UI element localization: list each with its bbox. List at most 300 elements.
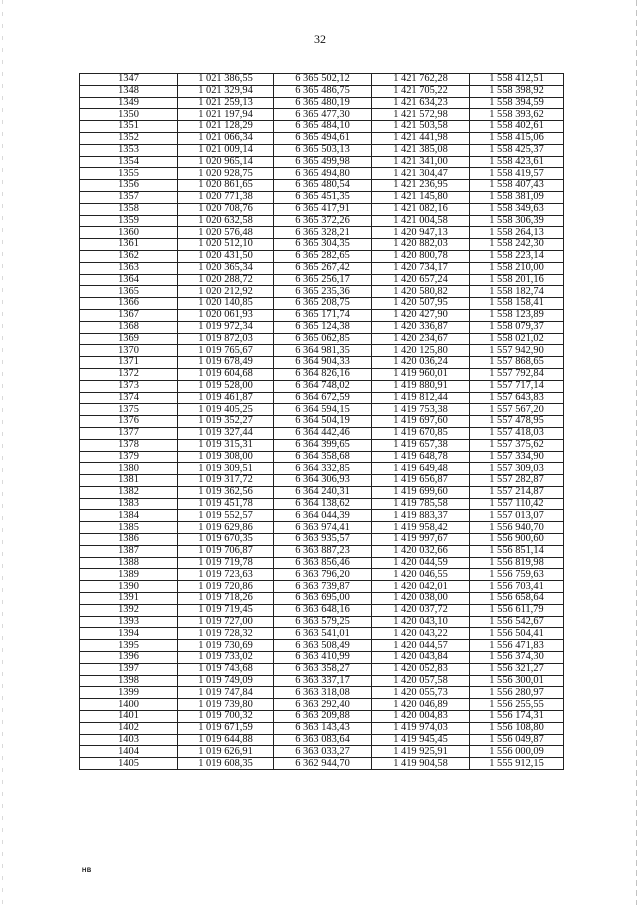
x2-coordinate-cell: 1 420 042,01	[372, 581, 470, 593]
x-coordinate-cell: 1 021 197,94	[178, 109, 274, 121]
point-number-cell: 1393	[80, 616, 178, 628]
y-coordinate-cell: 6 363 541,01	[274, 628, 372, 640]
y-coordinate-cell: 6 365 256,17	[274, 274, 372, 286]
x-coordinate-cell: 1 019 644,88	[178, 734, 274, 746]
y-coordinate-cell: 6 363 358,27	[274, 663, 372, 675]
table-row	[80, 168, 564, 180]
point-number-cell: 1372	[80, 368, 178, 380]
point-number-cell: 1384	[80, 510, 178, 522]
x-coordinate-cell: 1 019 972,34	[178, 321, 274, 333]
y-coordinate-cell: 6 363 648,16	[274, 604, 372, 616]
x-coordinate-cell: 1 019 733,02	[178, 652, 274, 664]
table-row	[80, 652, 564, 664]
footer-code: НВ	[82, 868, 92, 874]
y-coordinate-cell: 6 365 486,75	[274, 85, 372, 97]
table-row	[80, 722, 564, 734]
x-coordinate-cell: 1 019 552,57	[178, 510, 274, 522]
x-coordinate-cell: 1 019 678,49	[178, 357, 274, 369]
y-coordinate-cell: 6 365 417,91	[274, 203, 372, 215]
y2-coordinate-cell: 1 558 210,00	[470, 262, 564, 274]
table-row	[80, 298, 564, 310]
y2-coordinate-cell: 1 557 013,07	[470, 510, 564, 522]
y2-coordinate-cell: 1 555 912,15	[470, 758, 564, 770]
point-number-cell: 1385	[80, 522, 178, 534]
x2-coordinate-cell: 1 419 699,60	[372, 486, 470, 498]
y-coordinate-cell: 6 364 399,65	[274, 439, 372, 451]
y2-coordinate-cell: 1 558 393,62	[470, 109, 564, 121]
y-coordinate-cell: 6 363 579,25	[274, 616, 372, 628]
point-number-cell: 1354	[80, 156, 178, 168]
y-coordinate-cell: 6 365 503,13	[274, 144, 372, 156]
point-number-cell: 1397	[80, 663, 178, 675]
x2-coordinate-cell: 1 420 336,87	[372, 321, 470, 333]
table-row	[80, 510, 564, 522]
x2-coordinate-cell: 1 421 634,23	[372, 97, 470, 109]
x2-coordinate-cell: 1 420 234,67	[372, 333, 470, 345]
x-coordinate-cell: 1 019 461,87	[178, 392, 274, 404]
y2-coordinate-cell: 1 556 174,31	[470, 711, 564, 723]
y-coordinate-cell: 6 365 477,30	[274, 109, 372, 121]
y-coordinate-cell: 6 365 208,75	[274, 298, 372, 310]
y2-coordinate-cell: 1 558 425,37	[470, 144, 564, 156]
x-coordinate-cell: 1 019 317,72	[178, 475, 274, 487]
y2-coordinate-cell: 1 557 792,84	[470, 368, 564, 380]
y2-coordinate-cell: 1 556 374,30	[470, 652, 564, 664]
x2-coordinate-cell: 1 419 880,91	[372, 380, 470, 392]
table-row	[80, 451, 564, 463]
x2-coordinate-cell: 1 421 082,16	[372, 203, 470, 215]
table-row	[80, 545, 564, 557]
x-coordinate-cell: 1 020 212,92	[178, 286, 274, 298]
x-coordinate-cell: 1 019 739,80	[178, 699, 274, 711]
x-coordinate-cell: 1 021 386,55	[178, 74, 274, 86]
y2-coordinate-cell: 1 558 306,39	[470, 215, 564, 227]
point-number-cell: 1350	[80, 109, 178, 121]
table-row	[80, 569, 564, 581]
x-coordinate-cell: 1 021 066,34	[178, 132, 274, 144]
x-coordinate-cell: 1 019 528,00	[178, 380, 274, 392]
x-coordinate-cell: 1 019 308,00	[178, 451, 274, 463]
point-number-cell: 1365	[80, 286, 178, 298]
y-coordinate-cell: 6 364 748,02	[274, 380, 372, 392]
table-row	[80, 734, 564, 746]
table-row	[80, 640, 564, 652]
y-coordinate-cell: 6 365 328,21	[274, 227, 372, 239]
y2-coordinate-cell: 1 558 423,61	[470, 156, 564, 168]
x-coordinate-cell: 1 019 749,09	[178, 675, 274, 687]
x2-coordinate-cell: 1 420 055,73	[372, 687, 470, 699]
y-coordinate-cell: 6 364 240,31	[274, 486, 372, 498]
y2-coordinate-cell: 1 558 201,16	[470, 274, 564, 286]
x2-coordinate-cell: 1 421 341,00	[372, 156, 470, 168]
point-number-cell: 1369	[80, 333, 178, 345]
table-row	[80, 250, 564, 262]
x-coordinate-cell: 1 021 128,29	[178, 121, 274, 133]
x2-coordinate-cell: 1 419 997,67	[372, 534, 470, 546]
x2-coordinate-cell: 1 420 580,82	[372, 286, 470, 298]
x-coordinate-cell: 1 019 629,86	[178, 522, 274, 534]
y2-coordinate-cell: 1 557 643,83	[470, 392, 564, 404]
y2-coordinate-cell: 1 556 759,63	[470, 569, 564, 581]
y-coordinate-cell: 6 364 594,15	[274, 404, 372, 416]
y2-coordinate-cell: 1 558 407,43	[470, 180, 564, 192]
table-row	[80, 628, 564, 640]
y2-coordinate-cell: 1 558 021,02	[470, 333, 564, 345]
y-coordinate-cell: 6 363 410,99	[274, 652, 372, 664]
point-number-cell: 1364	[80, 274, 178, 286]
x-coordinate-cell: 1 019 671,59	[178, 722, 274, 734]
point-number-cell: 1399	[80, 687, 178, 699]
point-number-cell: 1357	[80, 191, 178, 203]
x-coordinate-cell: 1 021 009,14	[178, 144, 274, 156]
y2-coordinate-cell: 1 558 394,59	[470, 97, 564, 109]
x-coordinate-cell: 1 019 728,32	[178, 628, 274, 640]
table-row	[80, 534, 564, 546]
x2-coordinate-cell: 1 420 800,78	[372, 250, 470, 262]
table-row	[80, 215, 564, 227]
x-coordinate-cell: 1 020 708,76	[178, 203, 274, 215]
y2-coordinate-cell: 1 557 567,20	[470, 404, 564, 416]
x2-coordinate-cell: 1 420 125,80	[372, 345, 470, 357]
table-row	[80, 85, 564, 97]
x2-coordinate-cell: 1 419 657,38	[372, 439, 470, 451]
table-row	[80, 498, 564, 510]
y2-coordinate-cell: 1 557 717,14	[470, 380, 564, 392]
x2-coordinate-cell: 1 420 043,84	[372, 652, 470, 664]
x2-coordinate-cell: 1 421 503,58	[372, 121, 470, 133]
table-row	[80, 227, 564, 239]
point-number-cell: 1374	[80, 392, 178, 404]
table-row	[80, 404, 564, 416]
x2-coordinate-cell: 1 420 036,24	[372, 357, 470, 369]
x-coordinate-cell: 1 021 329,94	[178, 85, 274, 97]
point-number-cell: 1383	[80, 498, 178, 510]
table-row	[80, 463, 564, 475]
y-coordinate-cell: 6 365 124,38	[274, 321, 372, 333]
x-coordinate-cell: 1 019 720,86	[178, 581, 274, 593]
table-row	[80, 663, 564, 675]
table-row	[80, 180, 564, 192]
point-number-cell: 1404	[80, 746, 178, 758]
y-coordinate-cell: 6 363 292,40	[274, 699, 372, 711]
x-coordinate-cell: 1 020 512,10	[178, 239, 274, 251]
point-number-cell: 1379	[80, 451, 178, 463]
table-row	[80, 522, 564, 534]
x-coordinate-cell: 1 020 576,48	[178, 227, 274, 239]
x-coordinate-cell: 1 019 765,67	[178, 345, 274, 357]
x2-coordinate-cell: 1 419 670,85	[372, 427, 470, 439]
y-coordinate-cell: 6 364 981,35	[274, 345, 372, 357]
y-coordinate-cell: 6 364 672,59	[274, 392, 372, 404]
point-number-cell: 1396	[80, 652, 178, 664]
y2-coordinate-cell: 1 556 321,27	[470, 663, 564, 675]
y2-coordinate-cell: 1 558 242,30	[470, 239, 564, 251]
y2-coordinate-cell: 1 558 182,74	[470, 286, 564, 298]
y2-coordinate-cell: 1 557 214,87	[470, 486, 564, 498]
x2-coordinate-cell: 1 421 441,98	[372, 132, 470, 144]
table-row	[80, 486, 564, 498]
x-coordinate-cell: 1 019 706,87	[178, 545, 274, 557]
y-coordinate-cell: 6 364 504,19	[274, 416, 372, 428]
y2-coordinate-cell: 1 557 868,65	[470, 357, 564, 369]
y-coordinate-cell: 6 363 796,20	[274, 569, 372, 581]
table-row	[80, 687, 564, 699]
table-row	[80, 699, 564, 711]
table-row	[80, 109, 564, 121]
x2-coordinate-cell: 1 419 785,58	[372, 498, 470, 510]
x2-coordinate-cell: 1 420 046,89	[372, 699, 470, 711]
y-coordinate-cell: 6 365 484,10	[274, 121, 372, 133]
point-number-cell: 1353	[80, 144, 178, 156]
x-coordinate-cell: 1 019 670,35	[178, 534, 274, 546]
x2-coordinate-cell: 1 419 697,60	[372, 416, 470, 428]
y-coordinate-cell: 6 363 209,88	[274, 711, 372, 723]
point-number-cell: 1403	[80, 734, 178, 746]
point-number-cell: 1376	[80, 416, 178, 428]
y2-coordinate-cell: 1 557 418,03	[470, 427, 564, 439]
table-row	[80, 121, 564, 133]
x-coordinate-cell: 1 019 700,32	[178, 711, 274, 723]
x-coordinate-cell: 1 019 719,78	[178, 557, 274, 569]
x-coordinate-cell: 1 020 928,75	[178, 168, 274, 180]
x-coordinate-cell: 1 020 288,72	[178, 274, 274, 286]
point-number-cell: 1405	[80, 758, 178, 770]
table-row	[80, 132, 564, 144]
table-row	[80, 368, 564, 380]
y-coordinate-cell: 6 363 508,49	[274, 640, 372, 652]
y-coordinate-cell: 6 365 372,26	[274, 215, 372, 227]
y-coordinate-cell: 6 365 171,74	[274, 309, 372, 321]
x2-coordinate-cell: 1 420 046,55	[372, 569, 470, 581]
y-coordinate-cell: 6 365 494,61	[274, 132, 372, 144]
table-row	[80, 274, 564, 286]
point-number-cell: 1360	[80, 227, 178, 239]
point-number-cell: 1349	[80, 97, 178, 109]
table-row	[80, 711, 564, 723]
y2-coordinate-cell: 1 558 412,51	[470, 74, 564, 86]
point-number-cell: 1370	[80, 345, 178, 357]
y-coordinate-cell: 6 364 826,16	[274, 368, 372, 380]
y2-coordinate-cell: 1 556 851,14	[470, 545, 564, 557]
x-coordinate-cell: 1 019 315,31	[178, 439, 274, 451]
y2-coordinate-cell: 1 558 349,63	[470, 203, 564, 215]
x-coordinate-cell: 1 019 872,03	[178, 333, 274, 345]
table-row	[80, 427, 564, 439]
x2-coordinate-cell: 1 421 762,28	[372, 74, 470, 86]
y-coordinate-cell: 6 364 138,62	[274, 498, 372, 510]
x-coordinate-cell: 1 020 632,58	[178, 215, 274, 227]
y2-coordinate-cell: 1 556 280,97	[470, 687, 564, 699]
y2-coordinate-cell: 1 558 264,13	[470, 227, 564, 239]
x2-coordinate-cell: 1 421 304,47	[372, 168, 470, 180]
point-number-cell: 1358	[80, 203, 178, 215]
y2-coordinate-cell: 1 556 255,55	[470, 699, 564, 711]
y2-coordinate-cell: 1 557 478,95	[470, 416, 564, 428]
point-number-cell: 1400	[80, 699, 178, 711]
table-row	[80, 416, 564, 428]
y2-coordinate-cell: 1 556 940,70	[470, 522, 564, 534]
y2-coordinate-cell: 1 557 375,62	[470, 439, 564, 451]
y-coordinate-cell: 6 365 062,85	[274, 333, 372, 345]
table-row	[80, 593, 564, 605]
point-number-cell: 1402	[80, 722, 178, 734]
table-row	[80, 74, 564, 86]
point-number-cell: 1373	[80, 380, 178, 392]
x2-coordinate-cell: 1 421 385,08	[372, 144, 470, 156]
x2-coordinate-cell: 1 420 032,66	[372, 545, 470, 557]
y-coordinate-cell: 6 362 944,70	[274, 758, 372, 770]
y2-coordinate-cell: 1 557 334,90	[470, 451, 564, 463]
y2-coordinate-cell: 1 556 819,98	[470, 557, 564, 569]
x2-coordinate-cell: 1 420 734,17	[372, 262, 470, 274]
x2-coordinate-cell: 1 420 043,22	[372, 628, 470, 640]
table-row	[80, 144, 564, 156]
x-coordinate-cell: 1 019 327,44	[178, 427, 274, 439]
point-number-cell: 1398	[80, 675, 178, 687]
point-number-cell: 1378	[80, 439, 178, 451]
y-coordinate-cell: 6 365 480,19	[274, 97, 372, 109]
x2-coordinate-cell: 1 419 648,78	[372, 451, 470, 463]
x2-coordinate-cell: 1 419 925,91	[372, 746, 470, 758]
y2-coordinate-cell: 1 556 658,64	[470, 593, 564, 605]
x-coordinate-cell: 1 020 365,34	[178, 262, 274, 274]
y2-coordinate-cell: 1 556 300,01	[470, 675, 564, 687]
x-coordinate-cell: 1 019 743,68	[178, 663, 274, 675]
x2-coordinate-cell: 1 420 044,57	[372, 640, 470, 652]
y-coordinate-cell: 6 365 235,36	[274, 286, 372, 298]
y-coordinate-cell: 6 365 451,35	[274, 191, 372, 203]
y-coordinate-cell: 6 363 337,17	[274, 675, 372, 687]
y-coordinate-cell: 6 363 083,64	[274, 734, 372, 746]
x-coordinate-cell: 1 019 362,56	[178, 486, 274, 498]
x2-coordinate-cell: 1 419 753,38	[372, 404, 470, 416]
x2-coordinate-cell: 1 420 037,72	[372, 604, 470, 616]
table-row	[80, 262, 564, 274]
y-coordinate-cell: 6 363 887,23	[274, 545, 372, 557]
table-row	[80, 97, 564, 109]
point-number-cell: 1348	[80, 85, 178, 97]
y-coordinate-cell: 6 365 494,80	[274, 168, 372, 180]
x-coordinate-cell: 1 019 718,26	[178, 593, 274, 605]
scan-edge-right	[636, 0, 637, 905]
x-coordinate-cell: 1 019 723,63	[178, 569, 274, 581]
x2-coordinate-cell: 1 419 904,58	[372, 758, 470, 770]
table-row	[80, 321, 564, 333]
x2-coordinate-cell: 1 421 145,80	[372, 191, 470, 203]
point-number-cell: 1382	[80, 486, 178, 498]
x2-coordinate-cell: 1 421 572,98	[372, 109, 470, 121]
point-number-cell: 1395	[80, 640, 178, 652]
point-number-cell: 1356	[80, 180, 178, 192]
x-coordinate-cell: 1 019 608,35	[178, 758, 274, 770]
point-number-cell: 1371	[80, 357, 178, 369]
x2-coordinate-cell: 1 419 945,45	[372, 734, 470, 746]
x2-coordinate-cell: 1 421 705,22	[372, 85, 470, 97]
x-coordinate-cell: 1 020 965,14	[178, 156, 274, 168]
x2-coordinate-cell: 1 420 004,83	[372, 711, 470, 723]
table-row	[80, 581, 564, 593]
x-coordinate-cell: 1 020 061,93	[178, 309, 274, 321]
x-coordinate-cell: 1 019 405,25	[178, 404, 274, 416]
table-row	[80, 203, 564, 215]
point-number-cell: 1359	[80, 215, 178, 227]
x-coordinate-cell: 1 019 309,51	[178, 463, 274, 475]
x2-coordinate-cell: 1 420 427,90	[372, 309, 470, 321]
x-coordinate-cell: 1 019 747,84	[178, 687, 274, 699]
table-row	[80, 675, 564, 687]
point-number-cell: 1390	[80, 581, 178, 593]
x-coordinate-cell: 1 020 140,85	[178, 298, 274, 310]
y-coordinate-cell: 6 365 480,54	[274, 180, 372, 192]
point-number-cell: 1394	[80, 628, 178, 640]
point-number-cell: 1380	[80, 463, 178, 475]
point-number-cell: 1392	[80, 604, 178, 616]
y2-coordinate-cell: 1 558 381,09	[470, 191, 564, 203]
y-coordinate-cell: 6 363 033,27	[274, 746, 372, 758]
y2-coordinate-cell: 1 558 223,14	[470, 250, 564, 262]
y-coordinate-cell: 6 364 044,39	[274, 510, 372, 522]
y2-coordinate-cell: 1 558 402,61	[470, 121, 564, 133]
x2-coordinate-cell: 1 420 657,24	[372, 274, 470, 286]
y-coordinate-cell: 6 364 306,93	[274, 475, 372, 487]
point-number-cell: 1368	[80, 321, 178, 333]
y-coordinate-cell: 6 363 143,43	[274, 722, 372, 734]
y2-coordinate-cell: 1 556 049,87	[470, 734, 564, 746]
point-number-cell: 1389	[80, 569, 178, 581]
y2-coordinate-cell: 1 556 703,41	[470, 581, 564, 593]
table-row	[80, 557, 564, 569]
table-row	[80, 309, 564, 321]
y-coordinate-cell: 6 363 318,08	[274, 687, 372, 699]
point-number-cell: 1391	[80, 593, 178, 605]
table-row	[80, 239, 564, 251]
x-coordinate-cell: 1 021 259,13	[178, 97, 274, 109]
y2-coordinate-cell: 1 558 419,57	[470, 168, 564, 180]
point-number-cell: 1355	[80, 168, 178, 180]
y2-coordinate-cell: 1 556 108,80	[470, 722, 564, 734]
table-row	[80, 286, 564, 298]
point-number-cell: 1387	[80, 545, 178, 557]
y-coordinate-cell: 6 363 974,41	[274, 522, 372, 534]
table-row	[80, 191, 564, 203]
x2-coordinate-cell: 1 420 882,03	[372, 239, 470, 251]
point-number-cell: 1352	[80, 132, 178, 144]
x2-coordinate-cell: 1 419 974,03	[372, 722, 470, 734]
y-coordinate-cell: 6 363 935,57	[274, 534, 372, 546]
x2-coordinate-cell: 1 419 883,37	[372, 510, 470, 522]
y-coordinate-cell: 6 364 442,46	[274, 427, 372, 439]
y-coordinate-cell: 6 365 304,35	[274, 239, 372, 251]
x2-coordinate-cell: 1 420 947,13	[372, 227, 470, 239]
x-coordinate-cell: 1 019 730,69	[178, 640, 274, 652]
y2-coordinate-cell: 1 558 415,06	[470, 132, 564, 144]
y-coordinate-cell: 6 364 358,68	[274, 451, 372, 463]
y2-coordinate-cell: 1 556 611,79	[470, 604, 564, 616]
y2-coordinate-cell: 1 557 942,90	[470, 345, 564, 357]
y2-coordinate-cell: 1 558 158,41	[470, 298, 564, 310]
y2-coordinate-cell: 1 556 900,60	[470, 534, 564, 546]
y2-coordinate-cell: 1 557 309,03	[470, 463, 564, 475]
y2-coordinate-cell: 1 558 123,89	[470, 309, 564, 321]
x-coordinate-cell: 1 019 604,68	[178, 368, 274, 380]
point-number-cell: 1366	[80, 298, 178, 310]
x-coordinate-cell: 1 019 451,78	[178, 498, 274, 510]
y-coordinate-cell: 6 363 856,46	[274, 557, 372, 569]
y-coordinate-cell: 6 363 695,00	[274, 593, 372, 605]
point-number-cell: 1375	[80, 404, 178, 416]
x2-coordinate-cell: 1 421 236,95	[372, 180, 470, 192]
x2-coordinate-cell: 1 420 044,59	[372, 557, 470, 569]
